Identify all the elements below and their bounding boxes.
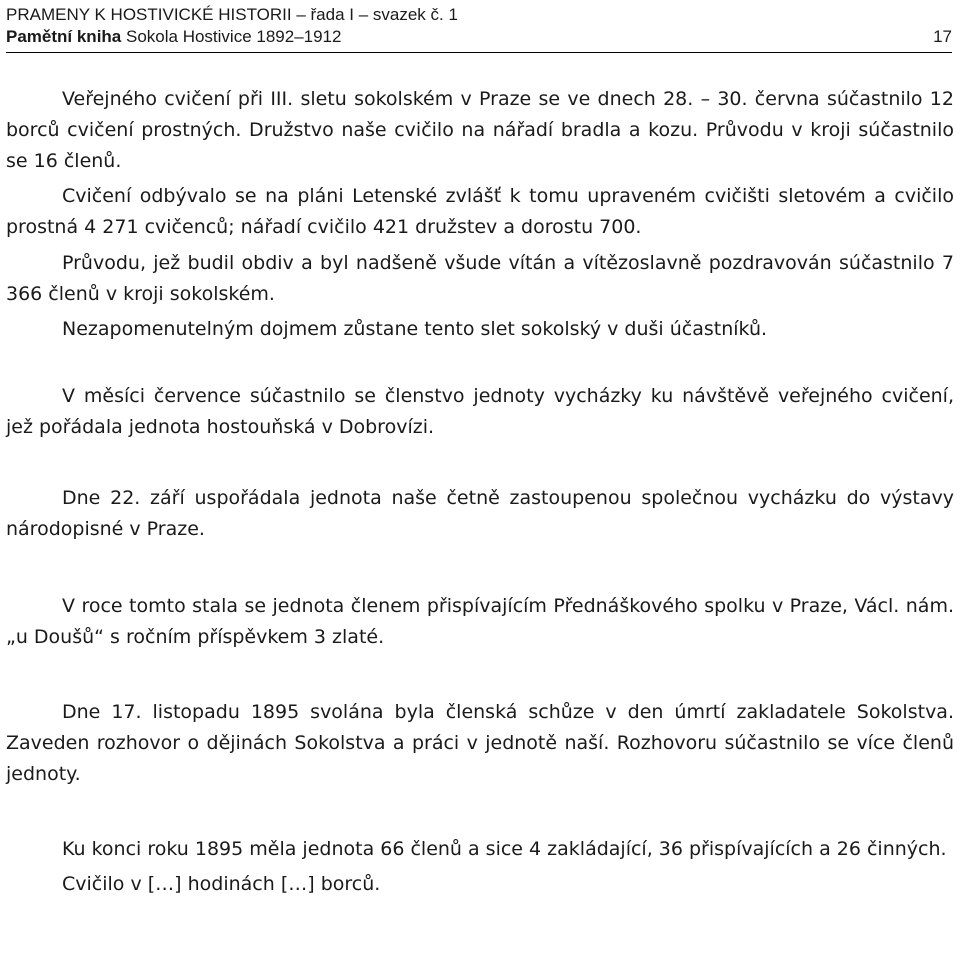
paragraph-impression: Nezapomenutelným dojmem zůstane tento slet sokolský v duši účastníků. <box>62 318 768 340</box>
series-title: PRAMENY K HOSTIVICKÉ HISTORII – řada I – svazek č. 1 <box>6 5 458 24</box>
paragraph-membership-count: Ku konci roku 1895 měla jednota 66 členů a sice 4 zakládající, 36 přispívajících a 26 činných. <box>62 838 947 860</box>
document-body <box>6 84 954 900</box>
paragraph-slet-participation: Veřejného cvičení při III. sletu sokolském v Praze se ve dnech 28. – 30. června súčastnilo 12 borců cvičení prostných. Družstvo naše cvičilo na nářadí bradla a kozu. Průvodu v kroji súčastnilo se 16 členů. <box>6 88 954 172</box>
paragraph-july-excursion: V měsíci července súčastnilo se členstvo jednoty vycházky ku návštěvě veřejného cvičení, jež pořádala jednota hostouňská v Dobrovízi. <box>6 385 954 438</box>
paragraph-training-hours: Cvičilo v […] hodinách […] borců. <box>62 873 381 895</box>
page-header <box>6 4 952 53</box>
page-number: 17 <box>933 27 952 46</box>
paragraph-member-meeting: Dne 17. listopadu 1895 svolána byla členská schůze v den úmrtí zakladatele Sokolstva. Zaveden rozhovor o dějinách Sokolstva a práci v jednotě naší. Rozhovoru súčastnilo se více členů jednoty. <box>6 701 954 785</box>
book-title-bold: Pamětní kniha <box>6 27 122 46</box>
paragraph-lecture-society: V roce tomto stala se jednota členem přispívajícím Přednáškového spolku v Praze, Václ. nám. „u Doušů“ s ročním příspěvkem 3 zlaté. <box>6 595 954 648</box>
paragraph-procession: Průvodu, jež budil obdiv a byl nadšeně všude vítán a vítězoslavně pozdravován súčastnilo 7 366 členů v kroji sokolském. <box>6 252 954 305</box>
paragraph-september-excursion: Dne 22. září uspořádala jednota naše četně zastoupenou společnou vycházku do výstavy národopisné v Praze. <box>6 487 954 540</box>
book-title <box>6 26 952 48</box>
book-title-rest: Sokola Hostivice 1892–1912 <box>121 27 342 46</box>
paragraph-letna-exercise: Cvičení odbývalo se na pláni Letenské zvlášť k tomu upraveném cvičišti sletovém a cvičilo prostná 4 271 cvičenců; nářadí cvičilo 421 družstev a dorostu 700. <box>6 185 954 238</box>
